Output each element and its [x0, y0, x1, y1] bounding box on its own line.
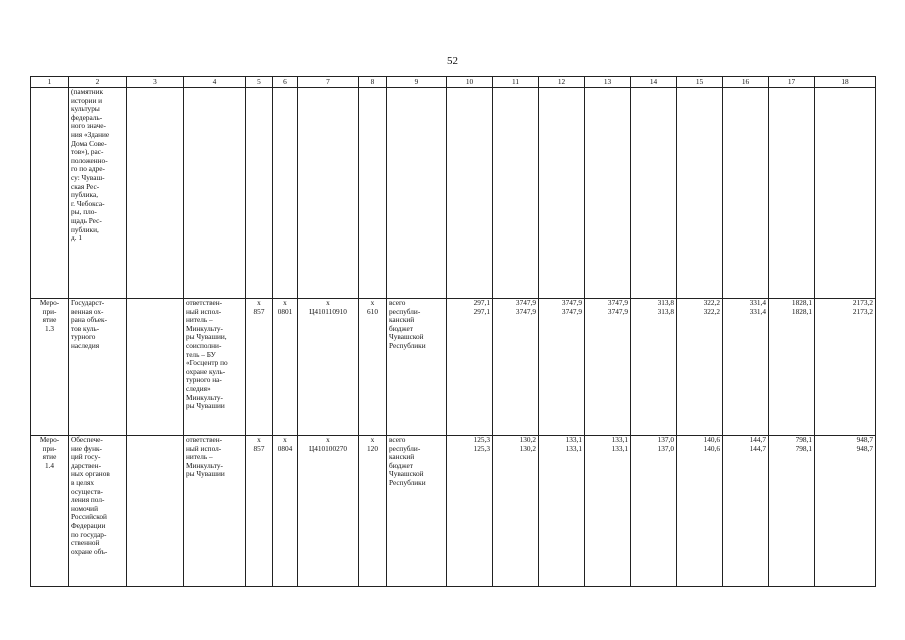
column-header-14: 14 — [631, 77, 677, 88]
cell-line: ций госу- — [71, 452, 101, 462]
cell-line: Ц410110910 — [309, 306, 347, 316]
cell-line: 857 — [253, 306, 265, 316]
table-row-measure — [31, 436, 876, 587]
text-line: публики, — [71, 224, 99, 234]
cell-line: охране объ- — [71, 546, 108, 556]
cell-line: ятие — [42, 452, 57, 462]
text-line: г. Чебокса- — [71, 198, 105, 208]
cell-line: 2173,2 — [852, 306, 873, 316]
column-header-16: 16 — [723, 77, 769, 88]
cell-line: 130,2 — [519, 443, 536, 453]
cell-line: 3747,9 — [561, 306, 582, 316]
cell-line: 1828,1 — [791, 298, 812, 307]
cell-value-year — [815, 299, 876, 436]
cell-line: рана объек- — [71, 315, 108, 325]
cell-measure-label — [31, 436, 69, 587]
cell-line: номочий — [71, 503, 98, 513]
column-header-1: 1 — [31, 77, 69, 88]
cell-executor — [184, 436, 246, 587]
cell-line: x — [370, 435, 375, 444]
text-line: су: Чуваш- — [71, 172, 105, 182]
cell-line: 610 — [367, 306, 378, 316]
cell-value-year — [723, 299, 769, 436]
cell-line: 2173,2 — [852, 298, 873, 307]
cell-value-year — [677, 436, 723, 587]
cell-value-year — [677, 299, 723, 436]
cell-line: 130,2 — [519, 435, 536, 444]
text-line: ния «Здание — [71, 129, 110, 139]
cell-col3 — [127, 436, 184, 587]
cell-line: x — [283, 435, 287, 444]
column-header-7: 7 — [298, 77, 359, 88]
cell-funding-source — [387, 436, 447, 587]
cell-line: Минкульту- — [186, 323, 223, 333]
cell-line: осуществ- — [71, 486, 103, 496]
cell-line: турного — [71, 332, 96, 342]
cell-line: Ц410100270 — [308, 443, 348, 453]
cell-line: x — [257, 298, 261, 307]
cell-value-year — [631, 299, 677, 436]
cell-line: бюджет — [389, 460, 413, 470]
cell-line: нитель – — [186, 315, 213, 325]
cell-measure-label — [31, 299, 69, 436]
cell-value-year — [815, 436, 876, 587]
cell-line: x — [326, 435, 330, 444]
cell-line: 857 — [253, 443, 265, 453]
cell-line: ры Чувашии, — [186, 332, 227, 342]
cell-grbs — [246, 299, 273, 436]
column-header-6: 6 — [273, 77, 298, 88]
cell-line: всего — [389, 435, 406, 444]
cell-line: 331,4 — [749, 298, 766, 307]
cell-line: «Госцентр по — [186, 358, 228, 368]
cell-col3 — [127, 299, 184, 436]
cell-line: 137,0 — [657, 443, 674, 453]
text-line: го по адре- — [71, 164, 105, 174]
cell-line: 137,0 — [657, 435, 674, 444]
cell-line: 133,1 — [611, 435, 628, 444]
cell-measure-name — [69, 436, 127, 587]
cell-line: Федерации — [71, 520, 106, 530]
cell-line: 0804 — [277, 443, 293, 453]
cell-line: ние функ- — [71, 443, 102, 453]
cell-line: республи- — [389, 306, 421, 316]
cell-line: x — [257, 435, 261, 444]
cell-line: Чувашской — [389, 469, 424, 479]
cell-line: ный испол- — [186, 443, 222, 453]
cell-section — [273, 299, 298, 436]
cell-line: канский — [389, 452, 415, 462]
cell-line: ответствен- — [186, 298, 223, 307]
cell-line: ответствен- — [186, 435, 223, 444]
cell-line: Меро- — [39, 435, 60, 444]
cell-line: ственной — [71, 538, 100, 548]
text-line: публика, — [71, 190, 99, 200]
column-header-18: 18 — [815, 77, 876, 88]
cell-grbs — [246, 436, 273, 587]
cell-line: 140,6 — [703, 435, 720, 444]
cell-line: при- — [42, 306, 57, 316]
cell-col3 — [127, 88, 184, 299]
column-header-10: 10 — [447, 77, 493, 88]
cell-line: Меро- — [39, 298, 60, 307]
cell-line: 331,4 — [749, 306, 766, 316]
cell-line: Республики — [389, 477, 426, 487]
cell-line: 144,7 — [749, 435, 766, 444]
text-line: положенно- — [71, 155, 108, 165]
cell-value-year — [585, 299, 631, 436]
cell-value-year — [539, 436, 585, 587]
cell-line: Минкульту- — [186, 392, 223, 402]
text-line: ры, пло- — [71, 207, 97, 217]
column-header-13: 13 — [585, 77, 631, 88]
cell-value-year — [493, 436, 539, 587]
cell-line: по государ- — [71, 529, 107, 539]
cell-line: 322,2 — [703, 306, 720, 316]
cell-line: x — [326, 298, 330, 307]
cell-line: турного на- — [186, 375, 222, 385]
cell-line: канский — [389, 315, 415, 325]
text-line: истории и — [71, 95, 103, 105]
cell-line: Обеспече- — [71, 435, 103, 444]
cell-line: республи- — [389, 443, 421, 453]
cell-line: x — [370, 298, 375, 307]
cell-executor — [184, 88, 246, 299]
cell-value-year — [447, 299, 493, 436]
cell-line: нитель – — [186, 452, 213, 462]
cell-line: 3747,9 — [515, 306, 536, 316]
cell-line: тов куль- — [71, 323, 100, 333]
cell-line: соисполни- — [186, 340, 222, 350]
cell-line: Чувашской — [389, 332, 424, 342]
cell-line: всего — [389, 298, 406, 307]
text-line: д. 1 — [71, 233, 83, 243]
text-line: (памятник — [71, 87, 104, 96]
column-header-2: 2 — [69, 77, 127, 88]
cell-line: 1828,1 — [791, 306, 812, 316]
cell-value-year — [769, 436, 815, 587]
cell-expense-type — [359, 436, 387, 587]
cell-line: Российской — [71, 512, 107, 522]
cell-line: 297,1 — [473, 306, 490, 316]
cell-line: 144,7 — [749, 443, 766, 453]
cell-line: 133,1 — [611, 443, 628, 453]
column-header-8: 8 — [359, 77, 387, 88]
cell-value-year — [493, 299, 539, 436]
cell-value-year — [447, 436, 493, 587]
cell-line: 3747,9 — [561, 298, 582, 307]
table-row-measure — [31, 299, 876, 436]
cell-line: 3747,9 — [515, 298, 536, 307]
column-header-15: 15 — [677, 77, 723, 88]
cell-line: 140,6 — [703, 443, 720, 453]
column-header-17: 17 — [769, 77, 815, 88]
cell-line: 125,3 — [473, 435, 490, 444]
cell-line: 297,1 — [473, 298, 490, 307]
cell-line: 313,8 — [657, 306, 674, 316]
cell-measure-name — [69, 299, 127, 436]
cell-line: 120 — [367, 443, 378, 453]
cell-line: бюджет — [389, 323, 413, 333]
text-line: Дома Сове- — [71, 138, 107, 148]
cell-line: охране куль- — [186, 366, 226, 376]
column-header-11: 11 — [493, 77, 539, 88]
cell-line: 3747,9 — [607, 298, 628, 307]
column-header-4: 4 — [184, 77, 246, 88]
cell-line: ры Чувашии — [186, 401, 225, 411]
text-line: федераль- — [71, 112, 103, 122]
cell-line: Минкульту- — [186, 460, 223, 470]
budget-table — [30, 76, 876, 587]
cell-line: 948,7 — [856, 443, 873, 453]
cell-value-year — [631, 436, 677, 587]
cell-line: при- — [42, 443, 57, 453]
cell-line: 798,1 — [795, 435, 812, 444]
column-header-3: 3 — [127, 77, 184, 88]
text-line: ного значе- — [71, 121, 106, 131]
table-row-continuation — [31, 88, 876, 299]
cell-line: 1.4 — [44, 460, 55, 470]
cell-line: 133,1 — [565, 443, 582, 453]
text-line: культуры — [71, 104, 100, 114]
cell-line: Республики — [389, 340, 426, 350]
cell-value-year — [585, 436, 631, 587]
cell-line: 322,2 — [703, 298, 720, 307]
cell-funding-source — [387, 299, 447, 436]
cell-line: Государст- — [71, 298, 105, 307]
cell-line: 948,7 — [856, 435, 873, 444]
cell-label — [31, 88, 69, 299]
cell-line: 798,1 — [795, 443, 812, 453]
cell-value-year — [769, 299, 815, 436]
cell-target-article — [298, 436, 359, 587]
table-header-row — [31, 77, 876, 88]
column-header-9: 9 — [387, 77, 447, 88]
cell-line: в целях — [71, 477, 95, 487]
cell-value-year — [539, 299, 585, 436]
cell-line: 313,8 — [657, 298, 674, 307]
column-header-12: 12 — [539, 77, 585, 88]
cell-line: ный испол- — [186, 306, 222, 316]
text-line: ская Рес- — [71, 181, 100, 191]
cell-line: 133,1 — [565, 435, 582, 444]
cell-target-article — [298, 299, 359, 436]
cell-line: дарствен- — [71, 460, 102, 470]
cell-executor — [184, 299, 246, 436]
cell-line: 125,3 — [473, 443, 490, 453]
cell-line: 3747,9 — [607, 306, 628, 316]
cell-line: ры Чувашии — [186, 469, 225, 479]
cell-line: наследия — [71, 340, 100, 350]
cell-expense-type — [359, 299, 387, 436]
cell-line: венная ох- — [71, 306, 104, 316]
cell-name — [69, 88, 127, 299]
text-line: щадь Рес- — [71, 215, 102, 225]
cell-line: ления пол- — [71, 495, 105, 505]
cell-line: ятие — [42, 315, 57, 325]
cell-line: следия» — [186, 383, 211, 393]
column-header-5: 5 — [246, 77, 273, 88]
page-number: 52 — [447, 55, 458, 67]
text-line: тов»), рас- — [71, 147, 104, 157]
cell-line: тель – БУ — [186, 349, 216, 359]
cell-line: ных органов — [71, 469, 110, 479]
cell-value-year — [723, 436, 769, 587]
cell-line: 0801 — [277, 306, 293, 316]
cell-line: 1.3 — [44, 323, 55, 333]
cell-section — [273, 436, 298, 587]
cell-line: x — [283, 298, 287, 307]
